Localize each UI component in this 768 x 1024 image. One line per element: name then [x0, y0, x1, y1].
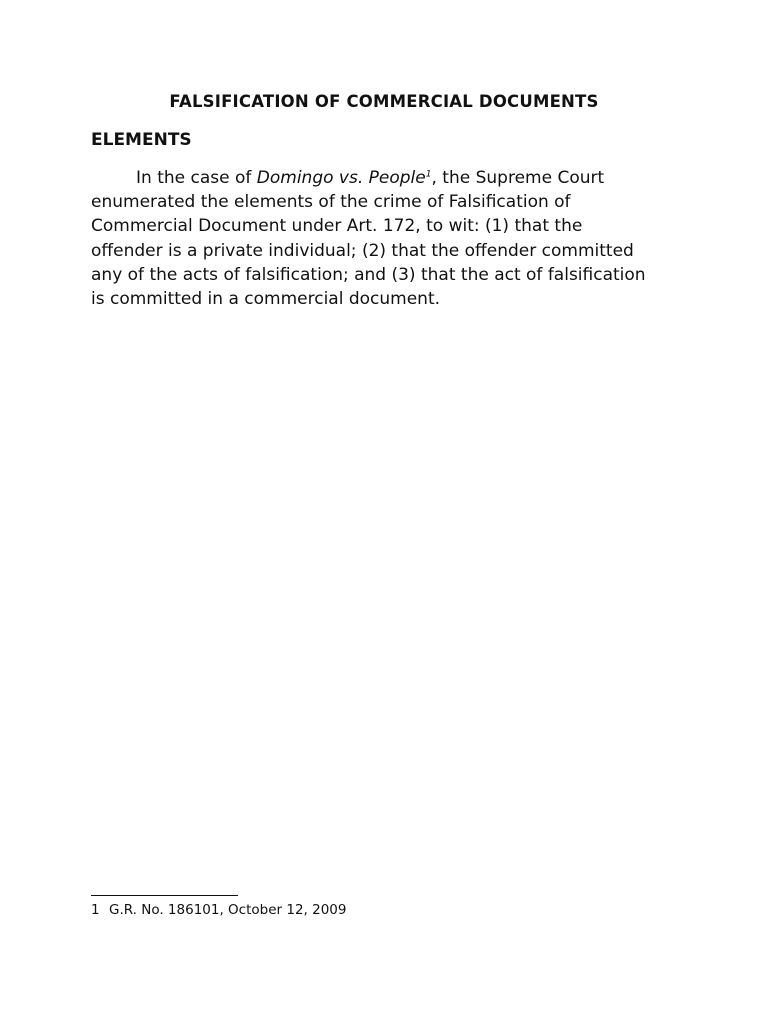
paragraph-line-5: any of the acts of falsification; and (3) that the act of falsification: [91, 264, 646, 285]
document-title: FALSIFICATION OF COMMERCIAL DOCUMENTS: [169, 92, 599, 111]
footnote-text: G.R. No. 186101, October 12, 2009: [109, 902, 347, 918]
paragraph-line-1: [91, 166, 691, 190]
section-heading-elements: ELEMENTS: [91, 130, 192, 150]
footnote-separator: [91, 895, 238, 896]
paragraph-line-3: Commercial Document under Art. 172, to wit: (1) that the: [91, 216, 583, 237]
paragraph-lead-text: In the case of: [136, 168, 257, 188]
case-name: Domingo vs. People: [256, 168, 426, 188]
footnote: [91, 902, 347, 918]
paragraph-line-2: enumerated the elements of the crime of Falsification of: [91, 192, 571, 213]
footnote-reference[interactable]: 1: [425, 169, 432, 180]
paragraph-line-1-tail: , the Supreme Court: [431, 168, 605, 188]
body-paragraph: [91, 166, 691, 311]
footnote-number: 1: [91, 902, 100, 918]
paragraph-line-6: is committed in a commercial document.: [91, 289, 441, 310]
paragraph-line-4: offender is a private individual; (2) that the offender committed: [91, 240, 634, 261]
